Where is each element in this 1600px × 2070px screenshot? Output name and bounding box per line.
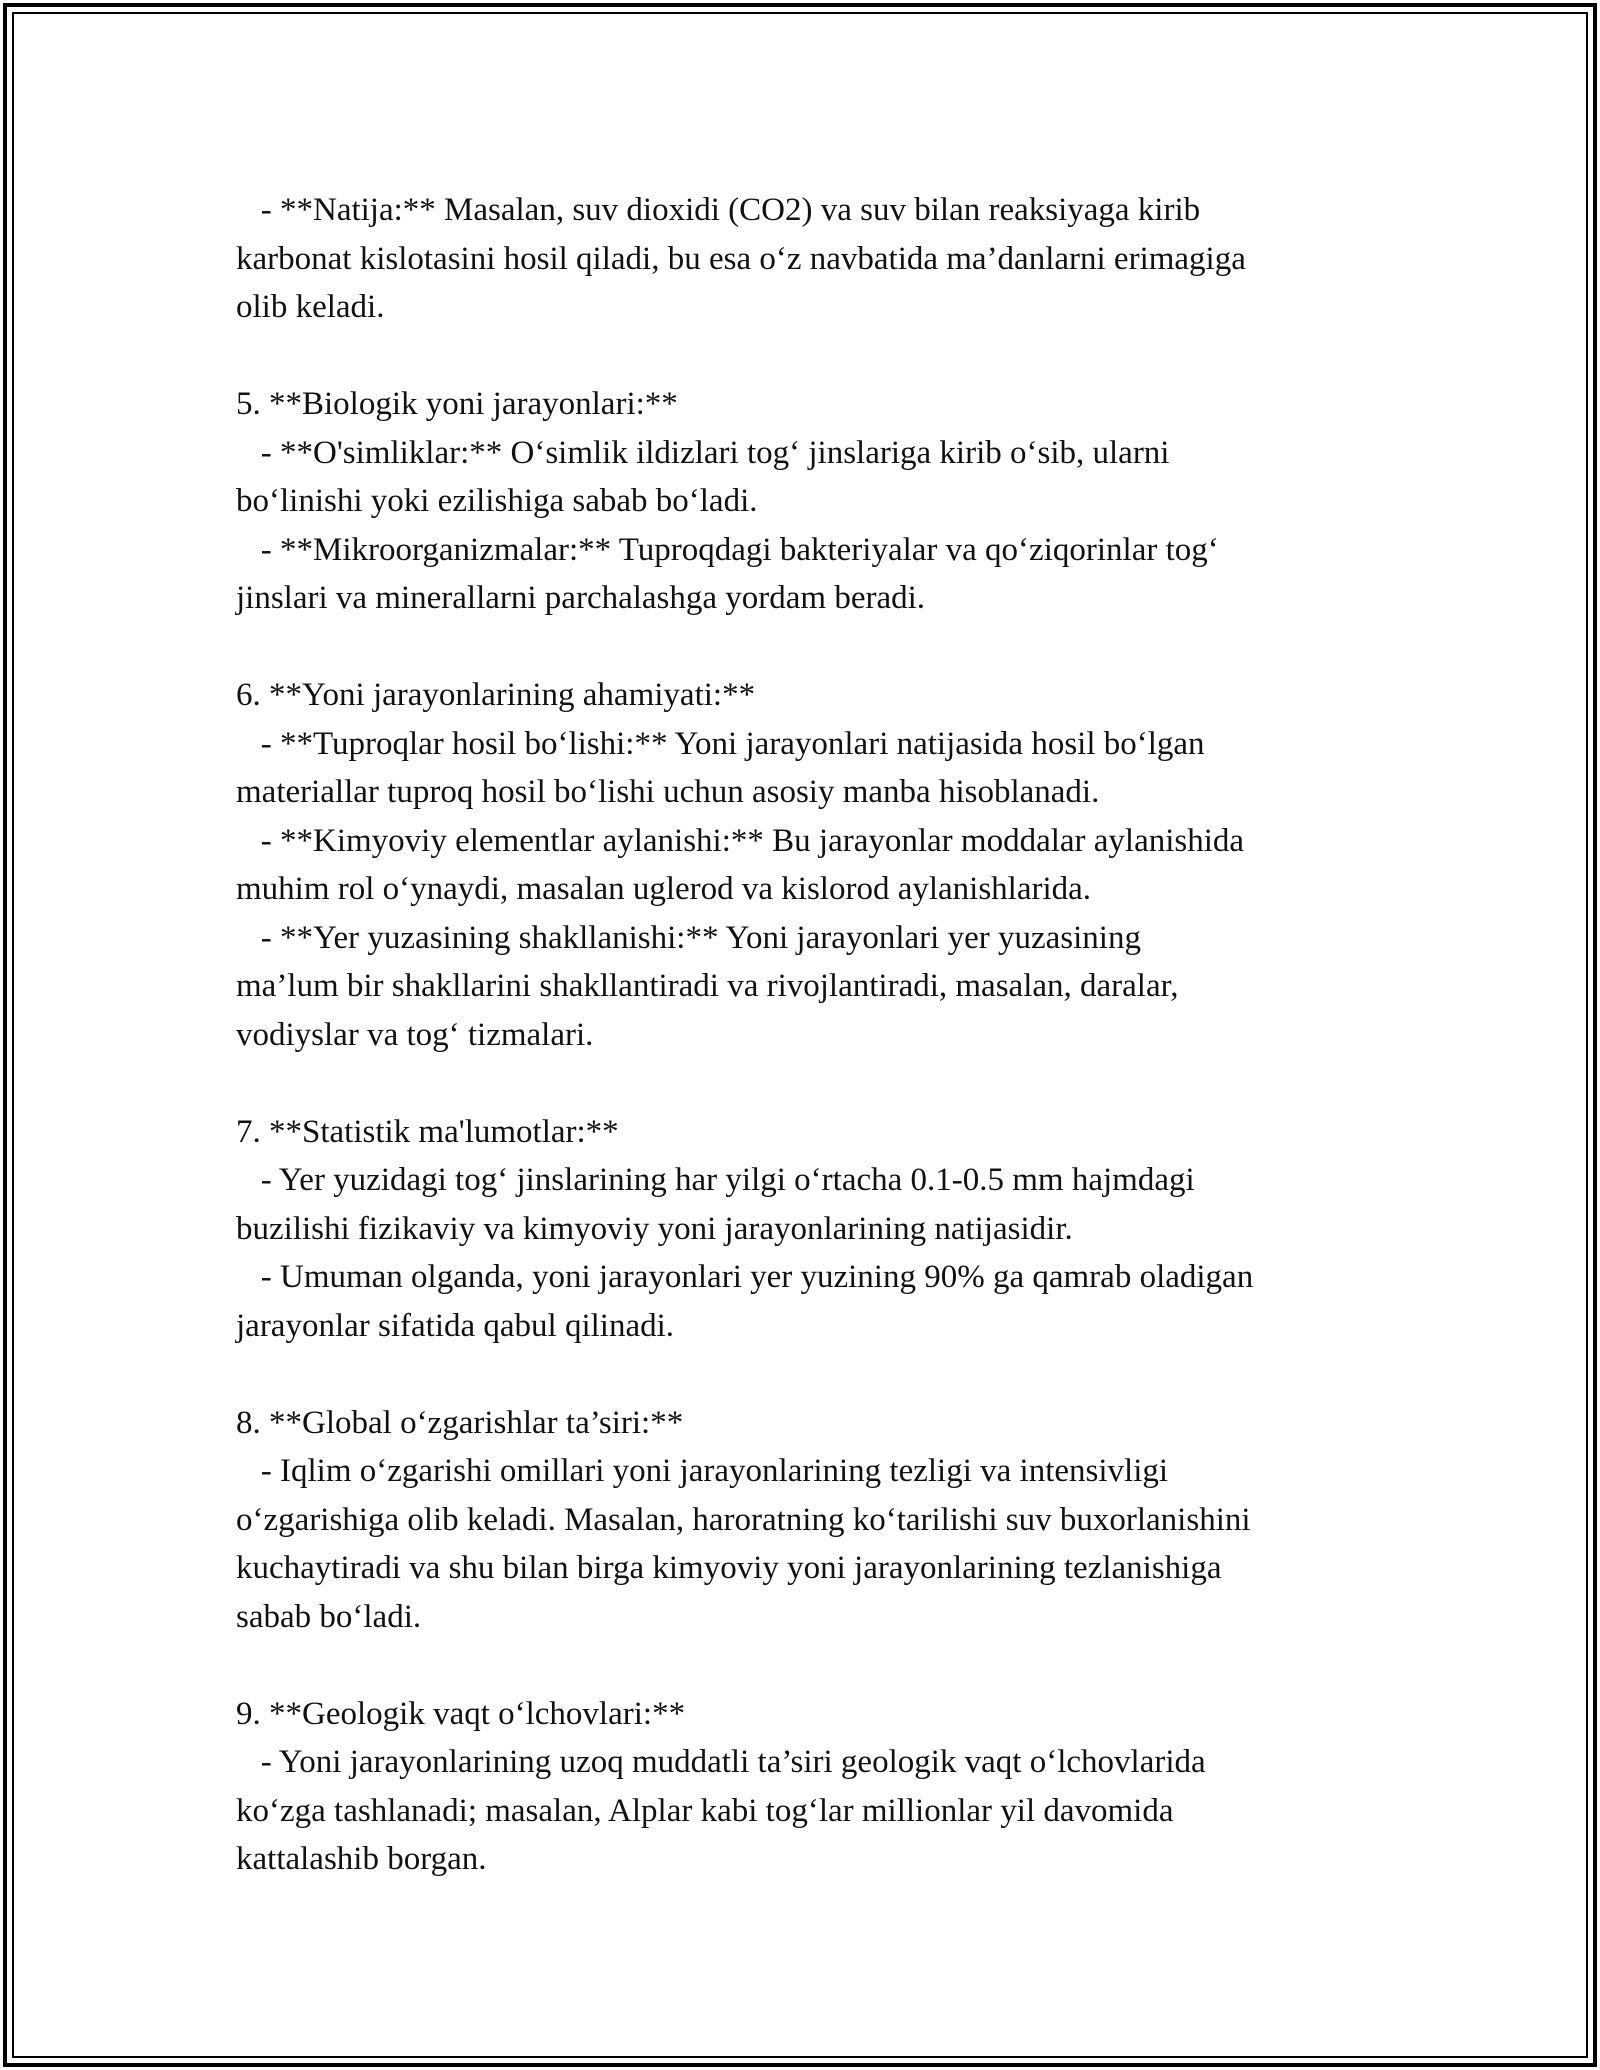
text-line: - **Kimyoviy elementlar aylanishi:** Bu jarayonlar moddalar aylanishida [236,822,1245,859]
section-statistik-malumotlar [236,1108,1416,1351]
text-line: materiallar tuproq hosil bo‘lishi uchun asosiy manba hisoblanadi. [236,774,1100,810]
text-line: - **Tuproqlar hosil bo‘lishi:** Yoni jarayonlari natijasida hosil bo‘lgan [236,725,1205,762]
text-line: - Yoni jarayonlarining uzoq muddatli ta’siri geologik vaqt o‘lchovlarida [236,1744,1206,1780]
text-line: bo‘linishi yoki ezilishiga sabab bo‘ladi. [236,483,758,519]
text-line: muhim rol o‘ynaydi, masalan uglerod va kislorod aylanishlarida. [236,871,1092,907]
text-line: ko‘zga tashlanadi; masalan, Alplar kabi tog‘lar millionlar yil davomida [236,1792,1174,1829]
text-line: sabab bo‘ladi. [236,1598,422,1635]
text-line: - **Natija:** Masalan, suv dioxidi (CO2) va suv bilan reaksiyaga kirib [236,192,1201,228]
section-heading: 6. **Yoni jarayonlarining ahamiyati:** [236,677,756,713]
text-line: vodiyslar va tog‘ tizmalari. [236,1016,594,1053]
section-heading: 8. **Global o‘zgarishlar ta’siri:** [236,1404,684,1441]
text-line: - **Mikroorganizmalar:** Tuproqdagi bakteriyalar va qo‘ziqorinlar tog‘ [236,531,1219,568]
text-line: kattalashib borgan. [236,1841,487,1877]
text-line: jarayonlar sifatida qabul qilinadi. [236,1307,675,1344]
text-line: ma’lum bir shakllarini shakllantiradi va rivojlantiradi, masalan, daralar, [236,968,1179,1004]
text-line: - **Yer yuzasining shakllanishi:** Yoni jarayonlari yer yuzasining [236,919,1141,956]
text-line: - Umuman olganda, yoni jarayonlari yer yuzining 90% ga qamrab oladigan [236,1259,1254,1295]
text-line: kuchaytiradi va shu bilan birga kimyoviy yoni jarayonlarining tezlanishiga [236,1550,1222,1586]
text-line: olib keladi. [236,289,385,325]
section-heading: 9. **Geologik vaqt o‘lchovlari:** [236,1695,686,1732]
document-body [236,186,1416,1932]
text-line: jinslari va minerallarni parchalashga yordam beradi. [236,580,926,616]
section-heading: 5. **Biologik yoni jarayonlari:** [236,386,678,422]
section-biologik-yoni-jarayonlari [236,380,1416,623]
text-line: buzilishi fizikaviy va kimyoviy yoni jarayonlarining natijasidir. [236,1210,1073,1247]
text-line: o‘zgarishiga olib keladi. Masalan, haroratning ko‘tarilishi suv buxorlanishini [236,1501,1251,1538]
section-ahamiyati [236,671,1416,1059]
text-line: karbonat kislotasini hosil qiladi, bu esa o‘z navbatida ma’danlarni erimagiga [236,240,1246,277]
paragraph-natija [236,186,1416,332]
text-line: - Iqlim o‘zgarishi omillari yoni jarayonlarining tezligi va intensivligi [236,1453,1169,1489]
section-global-ozgarishlar [236,1399,1416,1642]
text-line: - **O'simliklar:** O‘simlik ildizlari tog‘ jinslariga kirib o‘sib, ularni [236,434,1170,471]
section-heading: 7. **Statistik ma'lumotlar:** [236,1113,619,1150]
text-line: - Yer yuzidagi tog‘ jinslarining har yilgi o‘rtacha 0.1-0.5 mm hajmdagi [236,1162,1195,1198]
section-geologik-vaqt [236,1690,1416,1884]
